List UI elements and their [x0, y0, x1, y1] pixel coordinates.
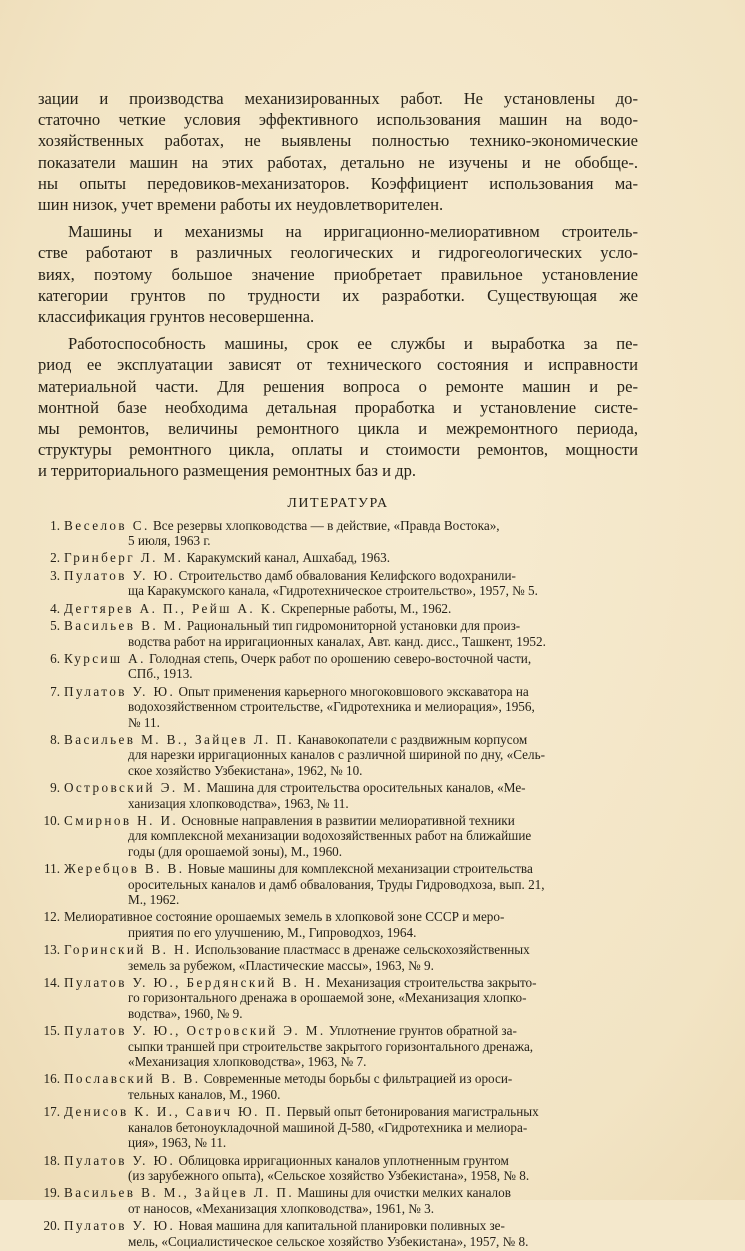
reference-number: 17.	[43, 1104, 60, 1120]
reference-text: ханизация хлопководства», 1963, № 11.	[128, 795, 349, 811]
reference-text: го горизонтального дренажа в орошаемой зоне, «Механизация хлопко-	[128, 990, 527, 1006]
reference-item	[38, 1153, 638, 1184]
reference-text: Облицовка ирригационных каналов уплотненным грунтом	[178, 1152, 509, 1168]
reference-text: Каракумский канал, Ашхабад, 1963.	[186, 550, 390, 566]
reference-item	[38, 1104, 638, 1150]
reference-text: земель за рубежом, «Пластические массы», 1963, № 9.	[128, 957, 434, 973]
reference-text: ща Каракумского канала, «Гидротехническое строительство», 1957, № 5.	[128, 583, 538, 599]
reference-item	[38, 942, 638, 973]
reference-author: Васильев В. М.	[64, 618, 184, 634]
reference-text: для нарезки ирригационных каналов с различной шириной по дну, «Сель-	[128, 747, 545, 763]
reference-number: 11.	[44, 861, 60, 877]
paragraph-line: стве работают в различных геологических и гидрогеологических усло-	[38, 243, 638, 263]
reference-number: 19.	[43, 1185, 60, 1201]
reference-author: Васильев М. В., Зайцев Л. П.	[64, 731, 295, 747]
paragraph	[38, 333, 638, 481]
reference-number: 10.	[43, 812, 60, 828]
reference-text: Скреперные работы, М., 1962.	[281, 600, 452, 616]
reference-author: Жеребцов В. В.	[64, 861, 185, 877]
reference-item	[38, 813, 638, 859]
reference-text: от наносов, «Механизация хлопководства», 1961, № 3.	[128, 1200, 435, 1216]
reference-number: 14.	[43, 975, 60, 991]
reference-number: 15.	[43, 1023, 60, 1039]
paragraph-line: монтной базе необходима детальная проработка и установление систе-	[38, 397, 638, 417]
reference-text: Все резервы хлопководства — в действие, «Правда Востока»,	[152, 517, 500, 533]
reference-text: мель, «Социалистическое сельское хозяйство Узбекистана», 1957, № 8.	[128, 1233, 529, 1249]
reference-text: Машина для строительства оросительных каналов, «Ме-	[206, 780, 526, 796]
reference-item	[38, 861, 638, 907]
reference-text: водохозяйственном строительстве, «Гидротехника и мелиорация», 1956,	[128, 699, 535, 715]
paragraph	[38, 88, 638, 215]
reference-item	[38, 684, 638, 730]
paragraph-line: материальной части. Для решения вопроса о ремонте машин и ре-	[38, 376, 638, 396]
reference-text: Рациональный тип гидромониторной установки для произ-	[186, 618, 521, 634]
reference-text: водства работ на ирригационных каналах, Авт. канд. дисс., Ташкент, 1952.	[128, 633, 546, 649]
reference-text: Использование пластмасс в дренаже сельскохозяйственных	[194, 942, 530, 958]
reference-text: Опыт применения карьерного многоковшового экскаватора на	[178, 683, 529, 699]
reference-number: 12.	[43, 909, 60, 925]
reference-number: 8.	[50, 731, 60, 747]
paragraph-line: Машины и механизмы на ирригационно-мелиоративном строитель-	[68, 222, 638, 242]
reference-text: ское хозяйство Узбекистана», 1962, № 10.	[128, 762, 363, 778]
reference-item	[38, 601, 638, 616]
reference-number: 9.	[50, 780, 60, 796]
reference-text: Новая машина для капитальной планировки поливных зе-	[178, 1218, 505, 1234]
reference-item	[38, 1185, 638, 1216]
paragraph-line: шин низок, учет времени работы их неудовлетворителен.	[38, 195, 444, 215]
reference-number: 2.	[50, 550, 60, 566]
reference-number: 1.	[50, 517, 60, 533]
reference-text: Машины для очистки мелких каналов	[297, 1185, 511, 1201]
paragraph-line: статочно четкие условия эффективного использования машин на водо-	[38, 110, 638, 130]
reference-text: приятия по его улучшению, М., Гипроводхоз, 1964.	[128, 924, 417, 940]
paragraph-line: ны опыты передовиков-механизаторов. Коэффициент использования ма-	[38, 173, 638, 193]
reference-item	[38, 975, 638, 1021]
paragraph-line: зации и производства механизированных работ. Не установлены до-	[38, 89, 638, 108]
reference-text: Новые машины для комплексной механизации строительства	[187, 861, 533, 877]
reference-text: Канавокопатели с раздвижным корпусом	[297, 731, 528, 747]
reference-text: 5 июля, 1963 г.	[128, 533, 211, 549]
paragraph-line: виях, поэтому большое значение приобретает правильное установление	[38, 264, 638, 284]
reference-text: № 11.	[128, 714, 160, 730]
reference-author: Смирнов Н. И.	[64, 812, 179, 828]
reference-item	[38, 1218, 638, 1249]
reference-author: Курсиш А.	[64, 650, 146, 666]
reference-text: водства», 1960, № 9.	[128, 1005, 243, 1021]
reference-author: Гринберг Л. М.	[64, 550, 184, 566]
reference-number: 13.	[43, 942, 60, 958]
literature-heading: ЛИТЕРАТУРА	[287, 495, 389, 511]
reference-text: СПб., 1913.	[128, 666, 193, 682]
reference-author: Пулатов У. Ю.	[64, 567, 176, 583]
reference-item	[38, 651, 638, 682]
reference-item	[38, 1071, 638, 1102]
reference-number: 16.	[43, 1071, 60, 1087]
reference-text: ция», 1963, № 11.	[128, 1135, 227, 1151]
reference-author: Островский Э. М.	[64, 780, 204, 796]
paragraph-line: структуры ремонтного цикла, оплаты и стоимости ремонтов, мощности	[38, 440, 638, 460]
reference-author: Веселов С.	[64, 517, 150, 533]
reference-number: 6.	[50, 650, 60, 666]
paragraph-line: Работоспособность машины, срок ее службы и выработка за пе-	[68, 334, 638, 354]
reference-author: Денисов К. И., Савич Ю. П.	[64, 1104, 284, 1120]
paragraph-line: хозяйственных работах, не выявлены полностью технико-экономические	[38, 131, 638, 151]
reference-author: Пулатов У. Ю., Бердянский В. Н.	[64, 975, 323, 991]
reference-author: Васильев В. М., Зайцев Л. П.	[64, 1185, 295, 1201]
reference-number: 5.	[50, 618, 60, 634]
reference-author: Пулатов У. Ю.	[64, 683, 176, 699]
paragraph	[38, 221, 638, 327]
reference-item	[38, 1023, 638, 1069]
reference-text: Уплотнение грунтов обратной за-	[328, 1023, 517, 1039]
reference-item	[38, 568, 638, 599]
reference-author: Горинский В. Н.	[64, 942, 192, 958]
paragraph-line: и территориального размещения ремонтных баз и др.	[38, 461, 417, 481]
reference-text: (из зарубежного опыта), «Сельское хозяйство Узбекистана», 1958, № 8.	[128, 1167, 530, 1183]
reference-text: годы (для орошаемой зоны), М., 1960.	[128, 843, 343, 859]
reference-item	[38, 909, 638, 940]
reference-list	[38, 518, 638, 1249]
reference-text: Мелиоративное состояние орошаемых земель в хлопковой зоне СССР и меро-	[64, 909, 505, 925]
paragraph-line: мы ремонтов, величины ремонтного цикла и межремонтного периода,	[38, 419, 638, 439]
reference-text: «Механизация хлопководства», 1963, № 7.	[128, 1054, 367, 1070]
reference-text: Строительство дамб обвалования Келифского водохранили-	[178, 567, 516, 583]
reference-author: Пославский В. В.	[64, 1071, 201, 1087]
reference-number: 4.	[50, 600, 60, 616]
page-content	[38, 88, 638, 1251]
body-text	[38, 88, 638, 482]
reference-author: Дегтярев А. П., Рейш А. К.	[64, 600, 278, 616]
paragraph-line: классификация грунтов несовершенна.	[38, 307, 315, 327]
reference-author: Пулатов У. Ю.	[64, 1218, 176, 1234]
reference-number: 3.	[50, 567, 60, 583]
reference-item	[38, 780, 638, 811]
reference-text: Механизация строительства закрыто-	[325, 975, 537, 991]
reference-text: Основные направления в развитии мелиоративной техники	[181, 812, 515, 828]
reference-text: М., 1962.	[128, 892, 180, 907]
reference-item	[38, 732, 638, 778]
reference-text: каналов бетоноукладочной машиной Д-580, «Гидротехника и мелиора-	[128, 1119, 528, 1135]
reference-author: Пулатов У. Ю.	[64, 1152, 176, 1168]
reference-text: для комплексной механизации водохозяйственных работ на ближайшие	[128, 828, 532, 844]
reference-text: Голодная степь, Очерк работ по орошению северо-восточной части,	[149, 650, 532, 666]
paragraph-line: категории грунтов по трудности их разработки. Существующая же	[38, 285, 638, 305]
paragraph-line: риод ее эксплуатации зависят от технического состояния и исправности	[38, 355, 638, 375]
reference-item	[38, 550, 638, 565]
reference-number: 7.	[50, 683, 60, 699]
reference-text: Первый опыт бетонирования магистральных	[286, 1104, 539, 1120]
reference-item	[38, 618, 638, 649]
reference-number: 18.	[43, 1152, 60, 1168]
reference-author: Пулатов У. Ю., Островский Э. М.	[64, 1023, 326, 1039]
reference-text: Современные методы борьбы с фильтрацией из ороси-	[203, 1071, 513, 1087]
reference-text: тельных каналов, М., 1960.	[128, 1086, 281, 1102]
reference-text: оросительных каналов и дамб обвалования, Труды Гидроводхоза, вып. 21,	[128, 876, 545, 892]
reference-text: сыпки траншей при строительстве закрытого горизонтального дренажа,	[128, 1038, 534, 1054]
reference-number: 20.	[43, 1218, 60, 1234]
reference-item	[38, 518, 638, 549]
paragraph-line: показатели машин на этих работах, детально не изучены и не обобще-.	[38, 152, 638, 172]
